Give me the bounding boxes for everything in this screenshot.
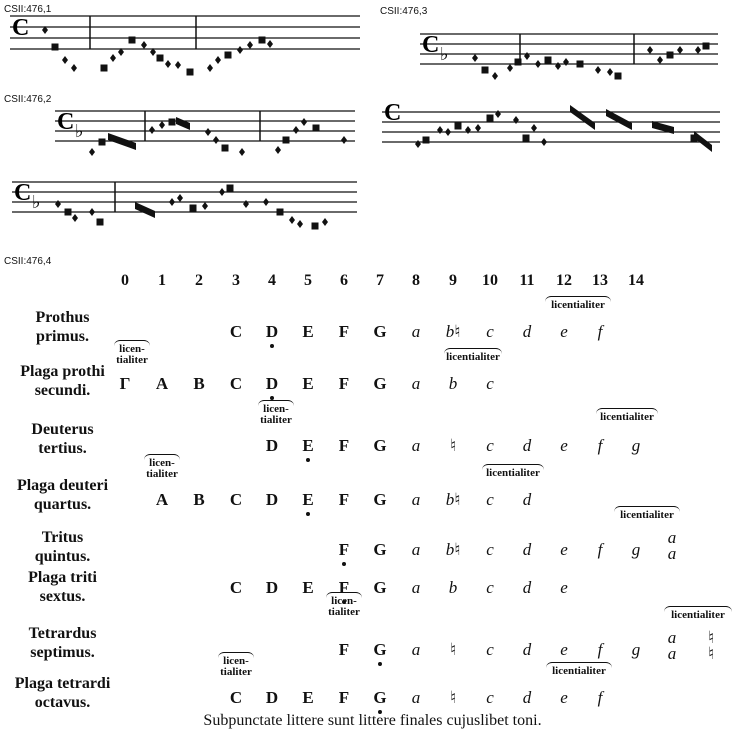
note-letter: Γ <box>119 374 131 393</box>
note-letter-lower: ♮ <box>707 644 715 663</box>
note-letter: ♮ <box>449 640 457 659</box>
staff-example-5 <box>0 0 745 180</box>
clef-c-icon: C <box>57 109 75 135</box>
column-number: 7 <box>376 272 384 289</box>
licentialiter-label: tialiter <box>260 414 292 426</box>
note-letter: c <box>486 374 494 393</box>
rhombus-note <box>72 214 78 222</box>
note-letter: G <box>373 436 387 455</box>
note-letter: b <box>448 578 458 597</box>
punctum-note <box>455 123 462 130</box>
rhombus-note <box>415 140 421 148</box>
licentialiter-label: licen- <box>119 343 145 355</box>
note-letter: E <box>302 578 314 597</box>
column-number: 0 <box>121 272 129 289</box>
note-letter: c <box>486 436 494 455</box>
note-letter: C <box>229 322 243 341</box>
note-letter: f <box>597 436 603 455</box>
column-number: 10 <box>482 272 498 289</box>
rhombus-note <box>219 188 225 196</box>
note-letter: e <box>560 688 568 707</box>
note-letter: a <box>411 436 421 455</box>
rhombus-note <box>513 116 519 124</box>
note-letter: C <box>229 490 243 509</box>
note-letter: C <box>229 578 243 597</box>
column-number: 13 <box>592 272 608 289</box>
note-letter: F <box>338 322 350 341</box>
licentialiter-label: licen- <box>223 655 249 667</box>
note-letter: c <box>486 688 494 707</box>
note-letter: E <box>302 322 314 341</box>
mode-name: Tritus quintus. <box>34 529 91 565</box>
rhombus-note <box>475 124 481 132</box>
mode-name: Plaga deuteri quartus. <box>16 477 109 513</box>
licentialiter-label: licen- <box>331 595 357 607</box>
punctum-note <box>227 185 234 192</box>
note-letter: D <box>265 490 279 509</box>
licentialiter-label: licentialiter <box>671 609 725 621</box>
licentialiter-label: tialiter <box>146 468 178 480</box>
note-letter: G <box>373 374 387 393</box>
note-letter: d <box>522 322 532 341</box>
note-letter: E <box>302 436 314 455</box>
note-letter: E <box>302 374 314 393</box>
note-letter: a <box>411 540 421 559</box>
note-letter: g <box>631 640 641 659</box>
punctum-note <box>65 209 72 216</box>
note-letter: G <box>373 688 387 707</box>
note-letter: C <box>229 374 243 393</box>
final-dot <box>270 344 274 348</box>
rhombus-note <box>177 194 183 202</box>
column-number: 4 <box>268 272 276 289</box>
note-letter: F <box>338 688 350 707</box>
licentialiter-label: tialiter <box>116 354 148 366</box>
rhombus-note <box>169 198 175 206</box>
column-number: 2 <box>195 272 203 289</box>
final-dot <box>306 512 310 516</box>
footnote: Subpunctate littere sunt littere finales cujuslibet toni. <box>203 712 542 729</box>
example-label-4: CSII:476,4 <box>4 256 52 267</box>
licentialiter-label: licen- <box>263 403 289 415</box>
column-number: 6 <box>340 272 348 289</box>
note-letter: a <box>411 490 421 509</box>
note-letter-upper: a <box>667 628 677 647</box>
note-letter: E <box>302 688 314 707</box>
punctum-note <box>190 205 197 212</box>
note-letter: a <box>411 322 421 341</box>
note-letter: F <box>338 540 350 559</box>
note-letter: D <box>265 374 279 393</box>
note-letter: c <box>486 540 494 559</box>
clef-c-icon: C <box>14 180 32 206</box>
licentialiter-label: licentialiter <box>600 411 654 423</box>
punctum-note <box>523 135 530 142</box>
ligature-note <box>570 105 595 130</box>
rhombus-note <box>445 128 451 136</box>
rhombus-note <box>243 200 249 208</box>
rhombus-note <box>437 126 443 134</box>
note-letter: D <box>265 322 279 341</box>
note-letter: c <box>486 578 494 597</box>
licentialiter-label: licen- <box>149 457 175 469</box>
note-letter: G <box>373 640 387 659</box>
licentialiter-label: tialiter <box>220 666 252 678</box>
note-letter: F <box>338 578 350 597</box>
flat-icon: ♭ <box>32 192 41 213</box>
punctum-note <box>97 219 104 226</box>
example-label-3: CSII:476,3 <box>380 6 428 17</box>
ligature-note <box>135 202 155 218</box>
note-letter-upper: a <box>667 528 677 547</box>
column-number: 14 <box>628 272 644 289</box>
example-label-1: CSII:476,1 <box>4 4 52 15</box>
column-number: 5 <box>304 272 312 289</box>
rhombus-note <box>465 126 471 134</box>
note-letter: f <box>597 688 603 707</box>
column-number: 9 <box>449 272 457 289</box>
note-letter: g <box>631 436 641 455</box>
note-letter: d <box>522 640 532 659</box>
punctum-note <box>423 137 430 144</box>
note-letter: f <box>597 322 603 341</box>
note-letter: a <box>411 640 421 659</box>
note-letter: b♮ <box>445 540 461 559</box>
final-dot <box>378 662 382 666</box>
note-letter-lower: a <box>667 644 677 663</box>
note-letter: d <box>522 540 532 559</box>
note-letter: G <box>373 490 387 509</box>
final-dot <box>306 458 310 462</box>
flat-icon: ♭ <box>75 121 84 142</box>
rhombus-note <box>531 124 537 132</box>
licentialiter-label: licentialiter <box>551 299 605 311</box>
mode-name: Plaga tetrardi octavus. <box>14 675 111 711</box>
note-letter: d <box>522 436 532 455</box>
punctum-note <box>312 223 319 230</box>
licentialiter-label: licentialiter <box>486 467 540 479</box>
column-number: 12 <box>556 272 572 289</box>
example-label-2: CSII:476,2 <box>4 94 52 105</box>
note-letter: F <box>338 640 350 659</box>
note-letter: B <box>193 374 205 393</box>
flat-icon: ♭ <box>440 44 449 65</box>
note-letter: E <box>302 490 314 509</box>
note-letter: d <box>522 578 532 597</box>
final-dot <box>342 562 346 566</box>
note-letter: e <box>560 436 568 455</box>
note-letter: ♮ <box>449 436 457 455</box>
licentialiter-label: tialiter <box>328 606 360 618</box>
punctum-note <box>487 115 494 122</box>
rhombus-note <box>202 202 208 210</box>
note-letter: b <box>448 374 458 393</box>
note-letter: B <box>193 490 205 509</box>
punctum-note <box>277 209 284 216</box>
note-letter: a <box>411 578 421 597</box>
column-number: 8 <box>412 272 420 289</box>
note-letter: f <box>597 540 603 559</box>
note-letter: c <box>486 490 494 509</box>
note-letter: e <box>560 640 568 659</box>
rhombus-note <box>263 198 269 206</box>
note-letter-upper: ♮ <box>707 628 715 647</box>
licentialiter-label: licentialiter <box>620 509 674 521</box>
rhombus-note <box>541 138 547 146</box>
note-letter: a <box>411 688 421 707</box>
clef-c-icon: C <box>422 32 440 58</box>
note-letter: D <box>265 436 279 455</box>
column-number: 1 <box>158 272 166 289</box>
rhombus-note <box>55 200 61 208</box>
rhombus-note <box>495 110 501 118</box>
licentialiter-label: licentialiter <box>446 351 500 363</box>
clef-c-icon: C <box>12 15 30 41</box>
note-letter: F <box>338 490 350 509</box>
note-letter: f <box>597 640 603 659</box>
note-letter: g <box>631 540 641 559</box>
note-letter: G <box>373 578 387 597</box>
note-letter: F <box>338 374 350 393</box>
mode-name: Tetrardus septimus. <box>28 625 97 661</box>
note-letter: d <box>522 688 532 707</box>
note-letter-lower: a <box>667 544 677 563</box>
note-letter: A <box>155 374 169 393</box>
mode-name: Plaga triti sextus. <box>28 569 97 605</box>
note-letter: C <box>229 688 243 707</box>
note-letter: D <box>265 688 279 707</box>
note-letter: b♮ <box>445 490 461 509</box>
mode-name: Plaga prothi secundi. <box>20 363 105 399</box>
column-number: 3 <box>232 272 240 289</box>
mode-name: Prothus primus. <box>35 309 90 345</box>
note-letter: F <box>338 436 350 455</box>
note-letter: G <box>373 540 387 559</box>
mode-name: Deuterus tertius. <box>31 421 94 457</box>
rhombus-note <box>89 208 95 216</box>
note-letter: e <box>560 578 568 597</box>
note-letter: a <box>411 374 421 393</box>
rhombus-note <box>289 216 295 224</box>
note-letter: c <box>486 640 494 659</box>
note-letter: b♮ <box>445 322 461 341</box>
rhombus-note <box>297 220 303 228</box>
note-letter: ♮ <box>449 688 457 707</box>
note-letter: e <box>560 322 568 341</box>
licentialiter-label: licentialiter <box>552 665 606 677</box>
clef-c-icon: C <box>384 100 402 126</box>
note-letter: G <box>373 322 387 341</box>
rhombus-note <box>322 218 328 226</box>
note-letter: D <box>265 578 279 597</box>
note-letter: d <box>522 490 532 509</box>
note-letter: A <box>155 490 169 509</box>
note-letter: c <box>486 322 494 341</box>
note-letter: e <box>560 540 568 559</box>
column-number: 11 <box>519 272 535 289</box>
